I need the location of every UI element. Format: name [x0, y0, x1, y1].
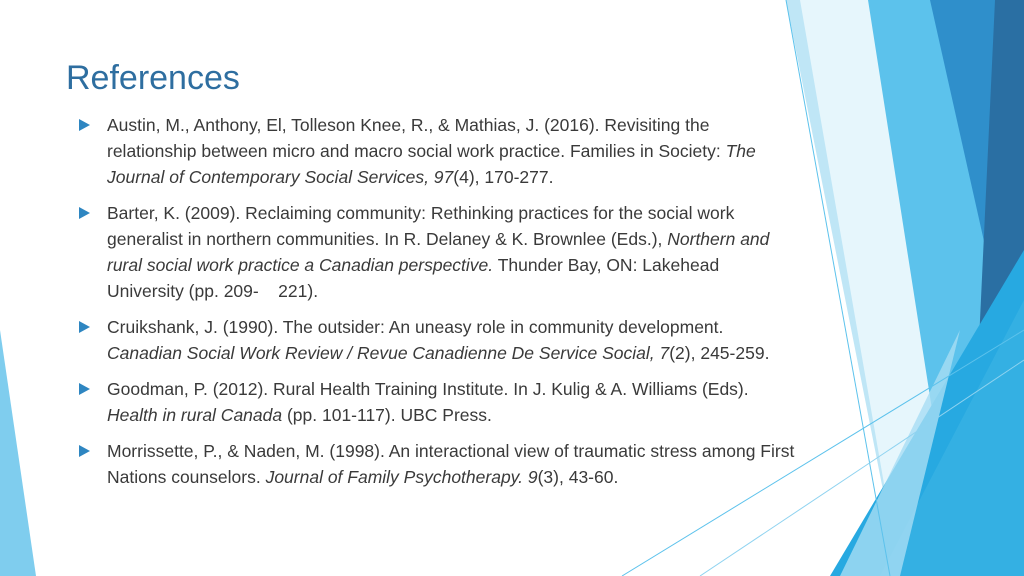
triangle-bullet-icon — [79, 119, 90, 131]
reference-italic: The Journal of Contemporary Social Services, 97 — [107, 141, 756, 187]
reference-text: Goodman, P. (2012). Rural Health Training Institute. In J. Kulig & A. Williams (Eds). — [107, 379, 749, 399]
reference-text: Barter, K. (2009). Reclaiming community: Rethinking practices for the social work generalist in northern communities. In R. Delaney & K. Brownlee (Eds.), — [107, 203, 735, 249]
reference-text: Thunder Bay, ON: Lakehead University (pp. 209- 221). — [107, 255, 725, 301]
reference-text: Austin, M., Anthony, El, Tolleson Knee, R., & Mathias, J. (2016). Revisiting the relationship between micro and macro social work practice. Families in Society: — [107, 115, 726, 161]
left-edge-sliver — [0, 330, 36, 576]
reference-list — [76, 112, 796, 500]
list-item — [76, 200, 796, 304]
page-title: References — [66, 59, 240, 97]
reference-italic: Northern and rural social work practice a Canadian perspective. — [107, 229, 770, 275]
triangle-bullet-icon — [79, 445, 90, 457]
list-item — [76, 314, 796, 366]
reference-text: Morrissette, P., & Naden, M. (1998). An interactional view of traumatic stress among First Nations counselors. — [107, 441, 795, 487]
reference-text: (2), 245-259. — [669, 343, 770, 363]
triangle-bullet-icon — [79, 321, 90, 333]
reference-text: (4), 170-277. — [453, 167, 554, 187]
reference-text: (pp. 101-117). UBC Press. — [282, 405, 492, 425]
triangle-bullet-icon — [79, 207, 90, 219]
list-item — [76, 376, 796, 428]
reference-italic: Journal of Family Psychotherapy. 9 — [265, 467, 538, 487]
triangle-bullet-icon — [79, 383, 90, 395]
reference-text: (3), 43-60. — [537, 467, 619, 487]
list-item — [76, 438, 796, 490]
list-item — [76, 112, 796, 190]
reference-text: Cruikshank, J. (1990). The outsider: An uneasy role in community development. — [107, 317, 724, 337]
reference-italic: Health in rural Canada — [107, 405, 283, 425]
reference-italic: Canadian Social Work Review / Revue Canadienne De Service Social, 7 — [107, 343, 670, 363]
